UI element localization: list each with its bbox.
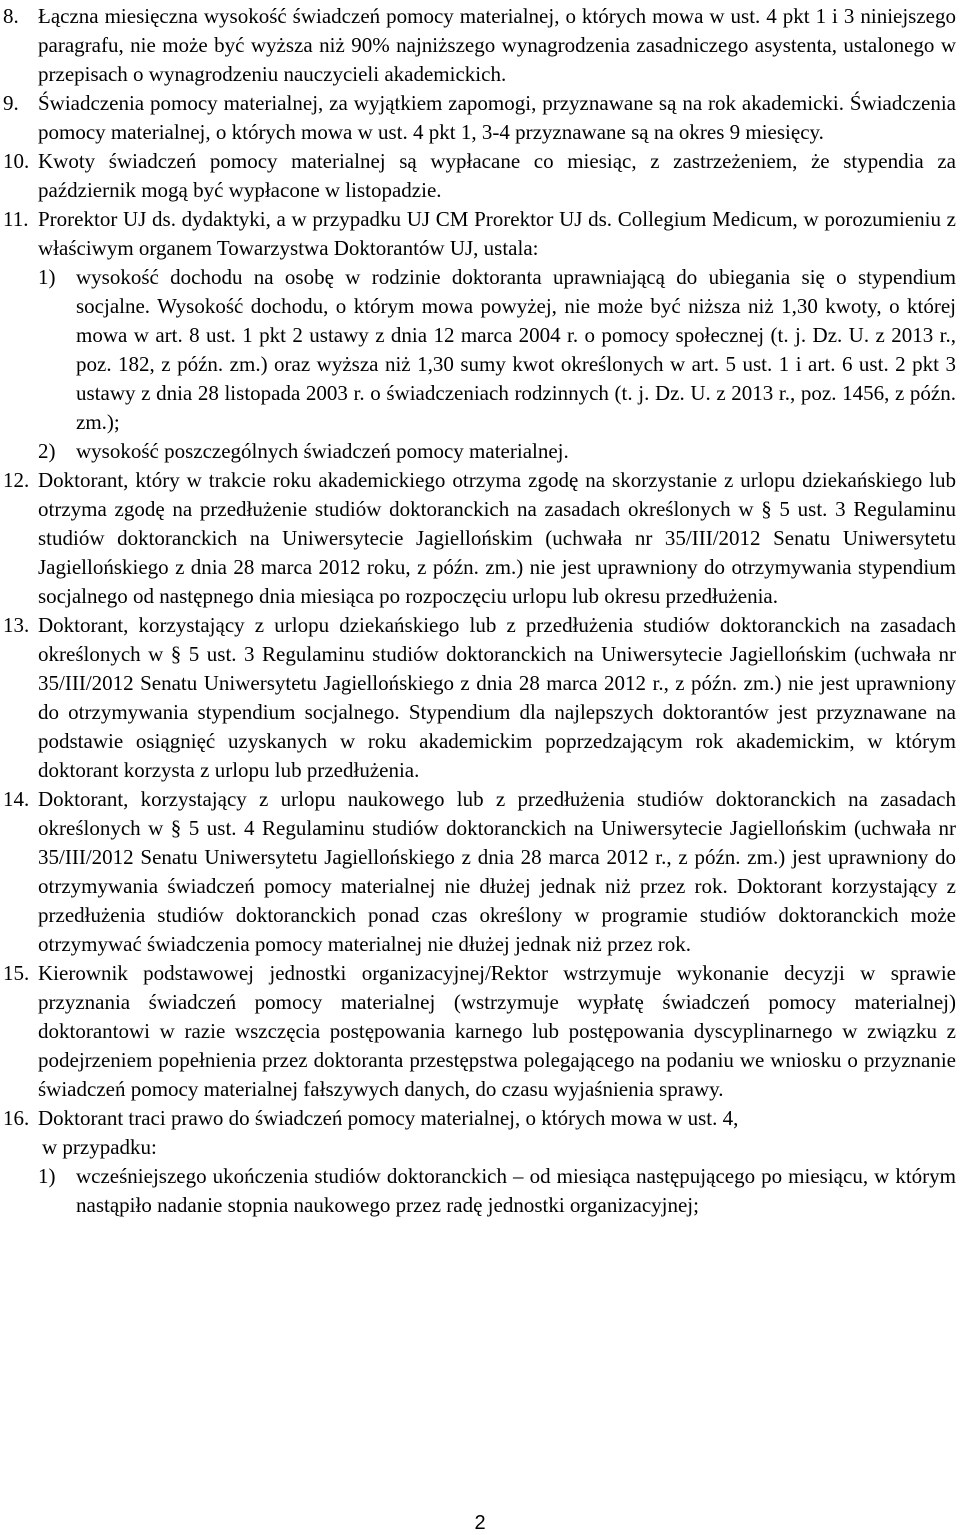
paragraph-number: 15.: [3, 961, 30, 985]
point-number: 2): [38, 439, 56, 463]
paragraph-text: Prorektor UJ ds. dydaktyki, a w przypadku UJ CM Prorektor UJ ds. Collegium Medicum, w porozumieniu z właściwym organem Towarzystwa Doktorantów UJ, ustala:: [38, 207, 956, 260]
paragraph-9: [0, 89, 956, 147]
paragraph-text: Świadczenia pomocy materialnej, za wyjątkiem zapomogi, przyznawane są na rok akademicki. Świadczenia pomocy materialnej, o których mowa w ust. 4 pkt 1, 3-4 przyznawane są na okres 9 miesięcy.: [38, 91, 956, 144]
paragraph-number: 11.: [3, 207, 29, 231]
point-text: wysokość poszczególnych świadczeń pomocy materialnej.: [76, 439, 569, 463]
paragraph-number: 13.: [3, 613, 30, 637]
paragraph-text: Doktorant, który w trakcie roku akademickiego otrzyma zgodę na skorzystanie z urlopu dziekańskiego lub otrzyma zgodę na przedłużenie studiów doktoranckich na zasadach określonych w § 5 ust. 3 Regulaminu studiów doktoranckich na Uniwersytecie Jagiellońskim (uchwała nr 35/III/2012 Senatu Uniwersytetu Jagiellońskiego z dnia 28 marca 2012 roku, z późn. zm.) nie jest uprawniony do otrzymywania stypendium socjalnego od następnego dnia miesiąca po rozpoczęciu urlopu lub okresu przedłużenia.: [38, 468, 956, 608]
paragraph-8: [0, 2, 956, 89]
paragraph-11: [0, 205, 956, 263]
paragraph-number: 16.: [3, 1106, 30, 1130]
paragraph-text: Kierownik podstawowej jednostki organizacyjnej/Rektor wstrzymuje wykonanie decyzji w sprawie przyznania świadczeń pomocy materialnej (wstrzymuje wypłatę świadczeń pomocy materialnej) doktorantowi w razie wszczęcia postępowania karnego lub postępowania dyscyplinarnego w związku z podejrzeniem popełnienia przez doktoranta przestępstwa polegającego na podaniu we wniosku o przyznanie świadczeń pomocy materialnej fałszywych danych, do czasu wyjaśnienia sprawy.: [38, 961, 956, 1101]
document-page: [0, 2, 956, 1220]
paragraph-text: Łączna miesięczna wysokość świadczeń pomocy materialnej, o których mowa w ust. 4 pkt 1 i 3 niniejszego paragrafu, nie może być wyższa niż 90% najniższego wynagrodzenia zasadniczego asystenta, ustalonego w przepisach o wynagrodzeniu nauczycieli akademickich.: [38, 4, 956, 86]
point-text: wcześniejszego ukończenia studiów doktoranckich – od miesiąca następującego po miesiącu, w którym nastąpiło nadanie stopnia naukowego przez radę jednostki organizacyjnej;: [76, 1164, 956, 1217]
paragraph-intro: w przypadku:: [42, 1135, 157, 1159]
paragraph-10: [0, 147, 956, 205]
paragraph-11-point-2: [0, 437, 956, 466]
paragraph-number: 10.: [3, 149, 30, 173]
paragraph-11-point-1: [0, 263, 956, 437]
paragraph-number: 12.: [3, 468, 30, 492]
paragraph-text: Doktorant, korzystający z urlopu dziekańskiego lub z przedłużenia studiów doktoranckich na zasadach określonych w § 5 ust. 3 Regulaminu studiów doktoranckich na Uniwersytecie Jagiellońskim (uchwała nr 35/III/2012 Senatu Uniwersytetu Jagiellońskiego z dnia 28 marca 2012 r., z późn. zm.) nie jest uprawniony do otrzymywania stypendium socjalnego. Stypendium dla najlepszych doktorantów jest przyznawane na podstawie osiągnięć uzyskanych w roku akademickim poprzedzającym rok akademickim, w którym doktorant korzysta z urlopu lub przedłużenia.: [38, 613, 956, 782]
point-number: 1): [38, 1164, 56, 1188]
paragraph-16: [0, 1104, 956, 1162]
point-text: wysokość dochodu na osobę w rodzinie doktoranta uprawniającą do ubiegania się o stypendium socjalne. Wysokość dochodu, o którym mowa powyżej, nie może być niższa niż 1,30 kwoty, o której mowa w art. 8 ust. 1 pkt 2 ustawy z dnia 12 marca 2004 r. o pomocy społecznej (t. j. Dz. U. z 2013 r., poz. 182, z późn. zm.) oraz wyższa niż 1,30 sumy kwot określonych w art. 5 ust. 1 i art. 6 ust. 2 pkt 3 ustawy z dnia 28 listopada 2003 r. o świadczeniach rodzinnych (t. j. Dz. U. z 2013 r., poz. 1456, z późn. zm.);: [76, 265, 956, 434]
point-number: 1): [38, 265, 56, 289]
paragraph-15: [0, 959, 956, 1104]
paragraph-number: 8.: [3, 4, 19, 28]
paragraph-text: Doktorant, korzystający z urlopu naukowego lub z przedłużenia studiów doktoranckich na zasadach określonych w § 5 ust. 4 Regulaminu studiów doktoranckich na Uniwersytecie Jagiellońskim (uchwała nr 35/III/2012 Senatu Uniwersytetu Jagiellońskiego z dnia 28 marca 2012 r., z późn. zm.) jest uprawniony do otrzymywania świadczeń pomocy materialnej nie dłużej jednak niż przez rok. Doktorant korzystający z przedłużenia studiów doktoranckich ponad czas określony w programie studiów doktoranckich może otrzymywać świadczenia pomocy materialnej nie dłużej jednak niż przez rok.: [38, 787, 956, 956]
page-number: 2: [474, 1512, 486, 1534]
paragraph-13: [0, 611, 956, 785]
paragraph-text: Kwoty świadczeń pomocy materialnej są wypłacane co miesiąc, z zastrzeżeniem, że stypendia za październik mogą być wypłacone w listopadzie.: [38, 149, 956, 202]
paragraph-number: 9.: [3, 91, 19, 115]
paragraph-12: [0, 466, 956, 611]
paragraph-text: Doktorant traci prawo do świadczeń pomocy materialnej, o których mowa w ust. 4,: [38, 1106, 739, 1130]
paragraph-number: 14.: [3, 787, 30, 811]
paragraph-14: [0, 785, 956, 959]
paragraph-16-point-1: [0, 1162, 956, 1220]
